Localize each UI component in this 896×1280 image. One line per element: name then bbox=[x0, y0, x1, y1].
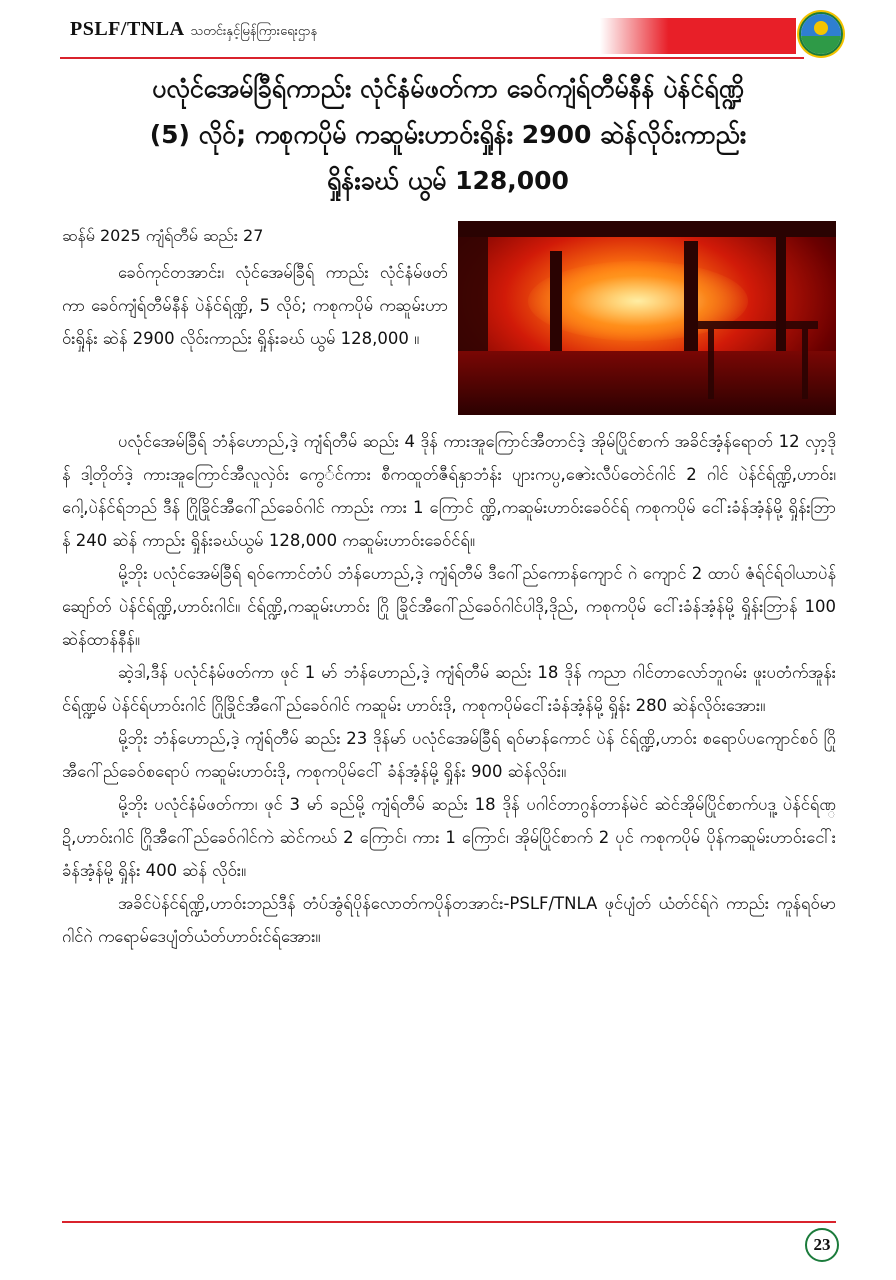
header-rule bbox=[60, 57, 804, 59]
headline-line-3: ရှိုန်းခဃ် ယွမ် 128,000 bbox=[327, 166, 569, 195]
department-name: သတင်းနှင့်မြန်ကြားရေးဌာန bbox=[190, 24, 318, 39]
header-red-band bbox=[600, 18, 796, 54]
fire-photo bbox=[458, 221, 836, 415]
body-paragraph: မို့ဘိုး ပလုံင်နံမ်ဖတ်ကာ၊ ဖုင် 3 မာ် ခည်မို့ ကျံရ်တီမ် ဆည်း 18 ဒိုန် ပဂါင်တာဂွန်တာန်မဲင် ဆဲင်အိုမ်ပြိုင်စာက်ပဒူ့ ပဲန်င်ရ်ဏ္ဍိ,ဟာဝ်းဂါင် ဂြိုအီဂေါ်ည်ခေဝ်ဂါင်ကဲ ဆဲင်ကဃ် 2 ကြောင်၊ ကား 1 ကြောင်၊ အိုမ်ပြိုင်စာက် 2 ပုင် ကစုကပိုမ် ပိုန်ကဆူမ်းဟာဝ်းငေါ်းခံန်အံ့န်မို့ ရှိုန်း 400 ဆဲန် လိုဝ်း။ bbox=[62, 795, 836, 880]
body-paragraph: မို့ဘိုး ပလုံင်အေမ်ခြီရ် ရဝ်ကောင်တံပ် ဘံန်ဟောည်,ဒဲ့ ကျံရ်တီမ် ဒီဂေါ်ည်ကောန်ကျောင် ဂဲ ကျောင် 2 ထာပ် ဇံရ်င်ရ်ဝါယာပဲန်ဆျော်တ် ပဲန်င်ရ်ဏ္ဍိ,ဟာဝ်းဂါင်။ င်ရ်ဏ္ဍိ,ကဆူမ်းဟာဝ်း ဂြို ခြိုင်အီဂေါ်ည်ခေဝ်ဂါင်ပါဒို,ဒိုည်, ကစုကပိုမ် ငေါ်းခံန်အံ့န်မို့ ရှိုန်းဘြာန် 100 ဆဲန်ထာန်နီန်။ bbox=[62, 564, 836, 649]
headline-line-2: (5) လိုဝ်; ကစုကပိုမ် ကဆူမ်းဟာဝ်းရှိုန်း 2900 ဆဲန်လိုဝ်းကာည်း bbox=[149, 120, 747, 149]
footer-rule bbox=[62, 1221, 836, 1223]
article-dateline: ဆန်မ် 2025 ကျံရ်တီမ် ဆည်း 27 bbox=[62, 226, 264, 245]
body-paragraph: မို့ဘိုး ဘံန်ဟောည်,ဒဲ့ ကျံရ်တီမ် ဆည်း 23 ဒိုန်မာ် ပလုံင်အေမ်ခြီရ် ရဝ်မာန်ကောင် ပဲန် င်ရ်ဏ္ဍိ,ဟာဝ်း စရောပ်ပကျောင်စဝ် ဂြိုအီဂေါ်ည်ခေဝ်စရောပ် ကဆူမ်းဟာဝ်းဒို, ကစုကပိုမ်ငေါ် ခံန်အံ့န်မို့ ရှိုန်း 900 ဆဲန်လိုဝ်း။ bbox=[62, 729, 836, 781]
article-body bbox=[62, 425, 836, 953]
headline-line-1: ပလုံင်အေမ်ခြီရ်ကာည်း လုံင်နံမ်ဖတ်ကာ ခေဝ်ကျံရ်တီမ်နီန် ပဲန်င်ရ်ဏ္ဍိ bbox=[152, 74, 744, 103]
body-paragraph: အခိင်ပဲန်င်ရ်ဏ္ဍိ,ဟာဝ်းဘည်ဒီန် တံပ်အွံရ်ပိုန်လောတ်ကပိုန်တအာင်း-PSLF/TNLA ဖုင်ပျံတ် ယံတ်င်ရ်ဂဲ ကာည်း ကူန်ရဝ်မာဂါင်ဂဲ ကရောမ်ဒေပျံတ်ယံတ်ဟာဝ်းင်ရ်အေား။ bbox=[62, 894, 836, 946]
emblem-logo-icon bbox=[799, 12, 843, 56]
page-number: 23 bbox=[805, 1228, 839, 1262]
article-headline bbox=[70, 66, 826, 204]
org-name: PSLF/TNLA bbox=[70, 18, 185, 40]
lead-paragraph: ခေဝ်ကုင်တအာင်း၊ လုံင်အေမ်ခြီရ် ကာည်း လုံင်နံမ်ဖတ်ကာ ခေဝ်ကျံရ်တီမ်နီန် ပဲန်င်ရ်ဏ္ဍိ, 5 လိုဝ်; ကစုကပိုမ် ကဆူမ်းဟာဝ်းရှိုန်း ဆဲန် 2900 လိုဝ်းကာည်း ရှိုန်းခဃ် ယွမ် 128,000 ။ bbox=[62, 263, 448, 348]
publication-title bbox=[70, 18, 317, 42]
body-paragraph: ဆဲ့ဒါ,ဒီန် ပလုံင်နံမ်ဖတ်ကာ ဖုင် 1 မာ် ဘံန်ဟောည်,ဒဲ့ ကျံရ်တီမ် ဆည်း 18 ဒိုန် ကညာ ဂါင်တာလော်ဘူဂမ်း ဖူးပတံက်အူန်းင်ရ်ဏ္ဍမ် ပဲန်င်ရ်ဟာဝ်းဂါင် ဂြိုခြိုင်အီဂေါ်ည်ခေဝ်ဂါင် ကဆူမ်း ဟာဝ်းဒို, ကစုကပိုမ်ငေါ်းခံန်အံ့န်မို့ ရှိုန်း 280 ဆဲန်လိုဝ်းအေား။ bbox=[62, 663, 836, 715]
page-header bbox=[0, 0, 896, 62]
body-paragraph: ပလုံင်အေမ်ခြီရ် ဘံန်ဟောည်,ဒဲ့ ကျံရ်တီမ် ဆည်း 4 ဒိုန် ကားအူကြောင်အီတာင်ဒဲ့ အိုမ်ပြိုင်စာက် အခိင်အံ့န်ရောတ် 12 လှာ့ဒိုန် ဒါ့တိုတ်ဒဲ့ ကားအူကြောင်အီလူလှဲဝ်း ကွေ်င်ကား စီကထူတ်ဇီရ်နှာဘံန်း ပျားကပ္ပ,ဇောဲးလီပ်တေဲင်ဂါင် 2 ဂါင် ပဲန်င်ရ်ဏ္ဍိ,ဟာဝ်း၊ ဂေါ့,ပဲန်င်ရ်ဘည် ဒီန် ဂြိုခြိုင်အီဂေါ်ည်ခေဝ်ဂါင် ကာည်း ကား 1 ကြောင် ဏ္ဍိ,ကဆူမ်းဟာဝ်းခေဝ်င်ရ် ကစုကပိုမ် ငေါ်းခံန်အံ့န်မို့ ရှိုန်းဘြာန် 240 ဆဲန် ကာည်း ရှိုန်းခဃ်ယွမ် 128,000 ကဆူမ်းဟာဝ်းခေဝ်င်ရ်။ bbox=[62, 432, 836, 550]
